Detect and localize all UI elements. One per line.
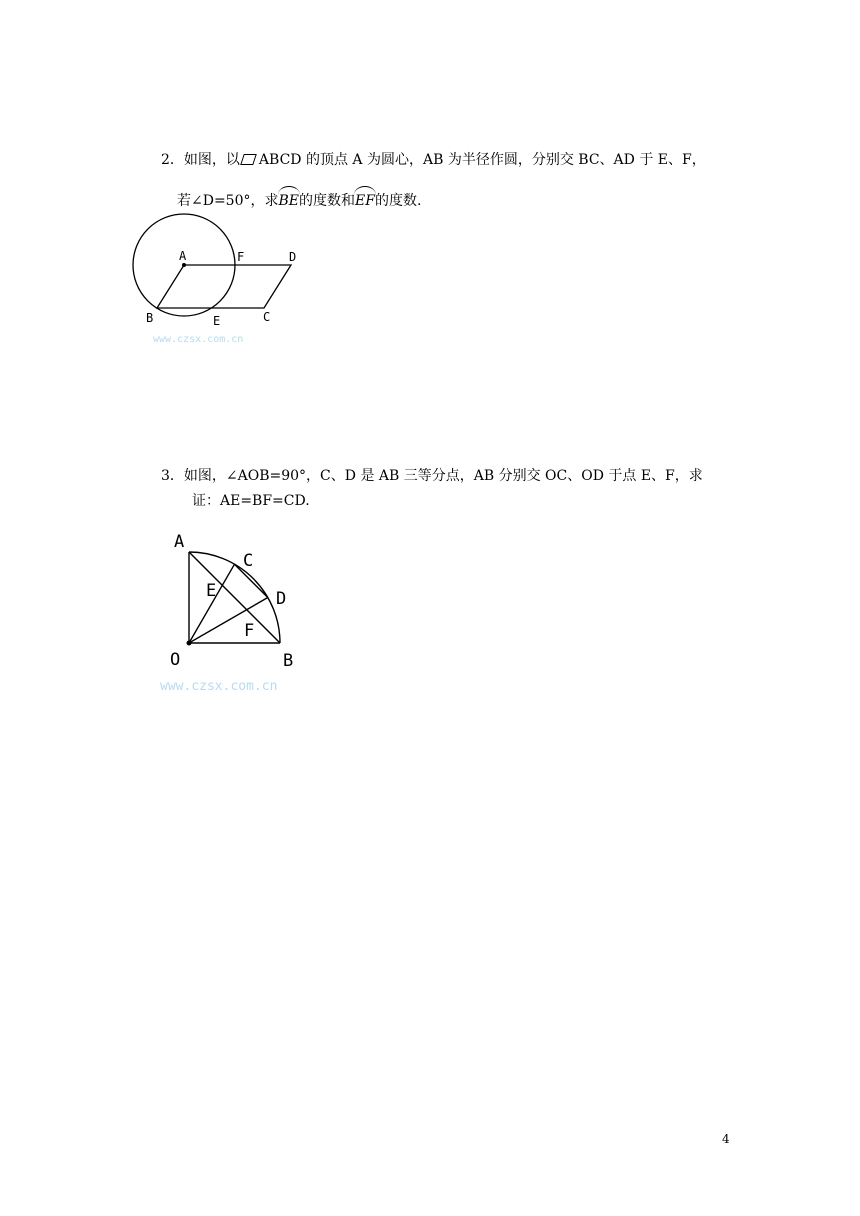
point-o: [187, 641, 192, 646]
segment-od: [189, 598, 268, 644]
problem2-line2-part2: 的度数和: [299, 193, 356, 209]
parallelogram-icon: [240, 154, 257, 165]
label-a: A: [174, 532, 185, 552]
label-f: F: [237, 250, 245, 264]
watermark: www.czsx.com.cn: [160, 679, 278, 694]
parallelogram-abcd: [157, 265, 291, 308]
label-b: B: [283, 651, 294, 671]
label-o: O: [170, 650, 181, 670]
page-number: 4: [722, 1132, 730, 1146]
label-b: B: [146, 311, 154, 325]
segment-oc: [189, 564, 235, 643]
label-c: C: [243, 551, 254, 571]
arc-be: BE: [279, 190, 300, 210]
problem2-line2-part3: 的度数.: [374, 193, 422, 209]
label-e: E: [206, 581, 217, 601]
problem2-line1-part1: 2．如图，以: [161, 152, 240, 168]
problem2-figure: [125, 205, 305, 350]
problem3-line1: 3．如图，∠AOB=90°，C、D 是 AB 三等分点，AB 分别交 OC、OD 于点 E、F，求: [161, 468, 703, 484]
problem2-line2-part1: 若∠D=50°，求: [177, 193, 279, 209]
label-d: D: [289, 250, 297, 264]
center-point-a: [182, 263, 186, 267]
arc-ef: EF: [355, 190, 375, 210]
watermark: www.czsx.com.cn: [153, 334, 244, 345]
problem2-line1-part2: ABCD 的顶点 A 为圆心，AB 为半径作圆，分别交 BC、AD 于 E、F，: [258, 152, 706, 168]
problem3-figure: [160, 525, 330, 700]
segment-ab: [189, 552, 280, 643]
label-f: F: [244, 621, 255, 641]
label-e: E: [213, 314, 221, 328]
label-d: D: [276, 589, 287, 609]
problem2-line1: [161, 151, 706, 169]
problem3-line2: 证：AE=BF=CD.: [192, 493, 310, 509]
label-c: C: [263, 310, 271, 324]
label-a: A: [179, 249, 187, 263]
